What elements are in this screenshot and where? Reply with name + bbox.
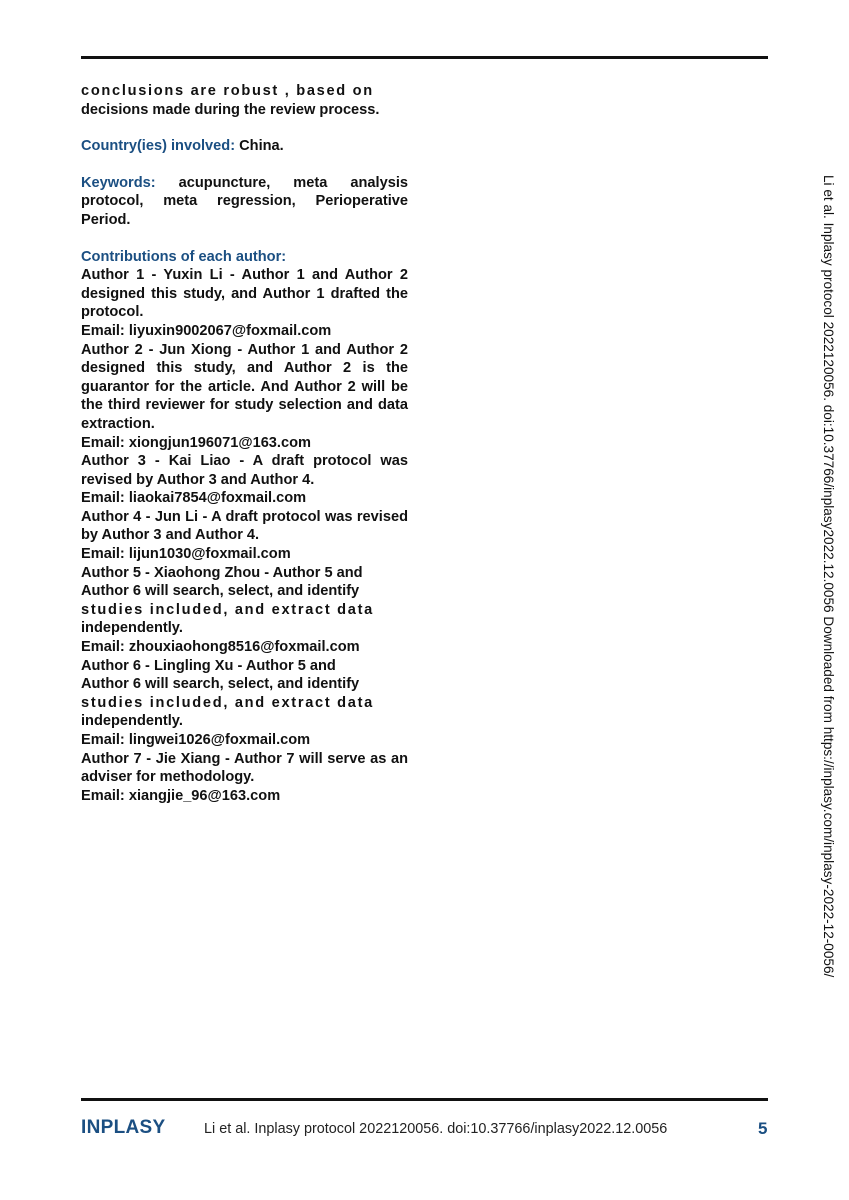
author-6-line-3: studies included, and extract data	[81, 694, 374, 711]
author-1-email: Email: liyuxin9002067@foxmail.com	[81, 322, 332, 339]
country-label: Country(ies) involved:	[81, 138, 236, 155]
side-citation: Li et al. Inplasy protocol 2022120056. doi:10.37766/inplasy2022.12.0056 Downloaded from https://inplasy.com/inplasy-2022-12-0056/	[821, 175, 836, 978]
page-number: 5	[758, 1119, 768, 1138]
author-2-email: Email: xiongjun196071@163.com	[81, 434, 311, 451]
author-5-text	[81, 564, 408, 638]
author-5-line-1: Author 5 - Xiaohong Zhou - Author 5 and	[81, 564, 363, 581]
text-column	[81, 82, 408, 805]
keywords-label: Keywords:	[81, 174, 156, 191]
intro-paragraph	[81, 82, 408, 119]
author-3-text: Author 3 - Kai Liao - A draft protocol was revised by Author 3 and Author 4.	[81, 453, 408, 488]
author-5-line-4: independently.	[81, 620, 183, 637]
author-3-email: Email: liaokai7854@foxmail.com	[81, 490, 307, 507]
keywords-value: acupuncture, meta analysis protocol, meta regression, Perioperative Period.	[81, 174, 408, 228]
top-rule	[81, 56, 768, 59]
footer-citation: Li et al. Inplasy protocol 2022120056. doi:10.37766/inplasy2022.12.0056	[204, 1121, 668, 1137]
author-5-line-2: Author 6 will search, select, and identify	[81, 583, 360, 600]
author-6-line-2: Author 6 will search, select, and identify	[81, 676, 360, 693]
country-paragraph	[81, 137, 408, 156]
author-6-line-4: independently.	[81, 713, 183, 730]
author-6-email: Email: lingwei1026@foxmail.com	[81, 732, 311, 748]
author-5-line-3: studies included, and extract data	[81, 601, 374, 618]
author-7-text: Author 7 - Jie Xiang - Author 7 will serve as an adviser for methodology.	[81, 750, 408, 786]
contributions-heading: Contributions of each author:	[81, 248, 287, 265]
bottom-rule	[81, 1098, 768, 1101]
author-6-text	[81, 657, 408, 731]
author-2-text: Author 2 - Jun Xiong - Author 1 and Author 2 designed this study, and Author 2 is the guarantor for the article. And Author 2 will be the third reviewer for study selection and data extraction.	[81, 341, 408, 432]
author-5-email: Email: zhouxiaohong8516@foxmail.com	[81, 639, 360, 656]
author-4-text: Author 4 - Jun Li - A draft protocol was revised by Author 3 and Author 4.	[81, 508, 408, 544]
inplasy-logo: INPLASY	[81, 1117, 166, 1138]
author-4-email: Email: lijun1030@foxmail.com	[81, 546, 291, 563]
author-1-text: Author 1 - Yuxin Li - Author 1 and Author 2 designed this study, and Author 1 drafted the protocol.	[81, 267, 408, 321]
keywords-paragraph	[81, 174, 408, 230]
author-7-email: Email: xiangjie_96@163.com	[81, 787, 281, 804]
intro-line-1: conclusions are robust , based on	[81, 83, 374, 99]
author-6-line-1: Author 6 - Lingling Xu - Author 5 and	[81, 657, 336, 674]
country-value: China.	[239, 138, 284, 155]
intro-line-2: decisions made during the review process.	[81, 101, 380, 118]
